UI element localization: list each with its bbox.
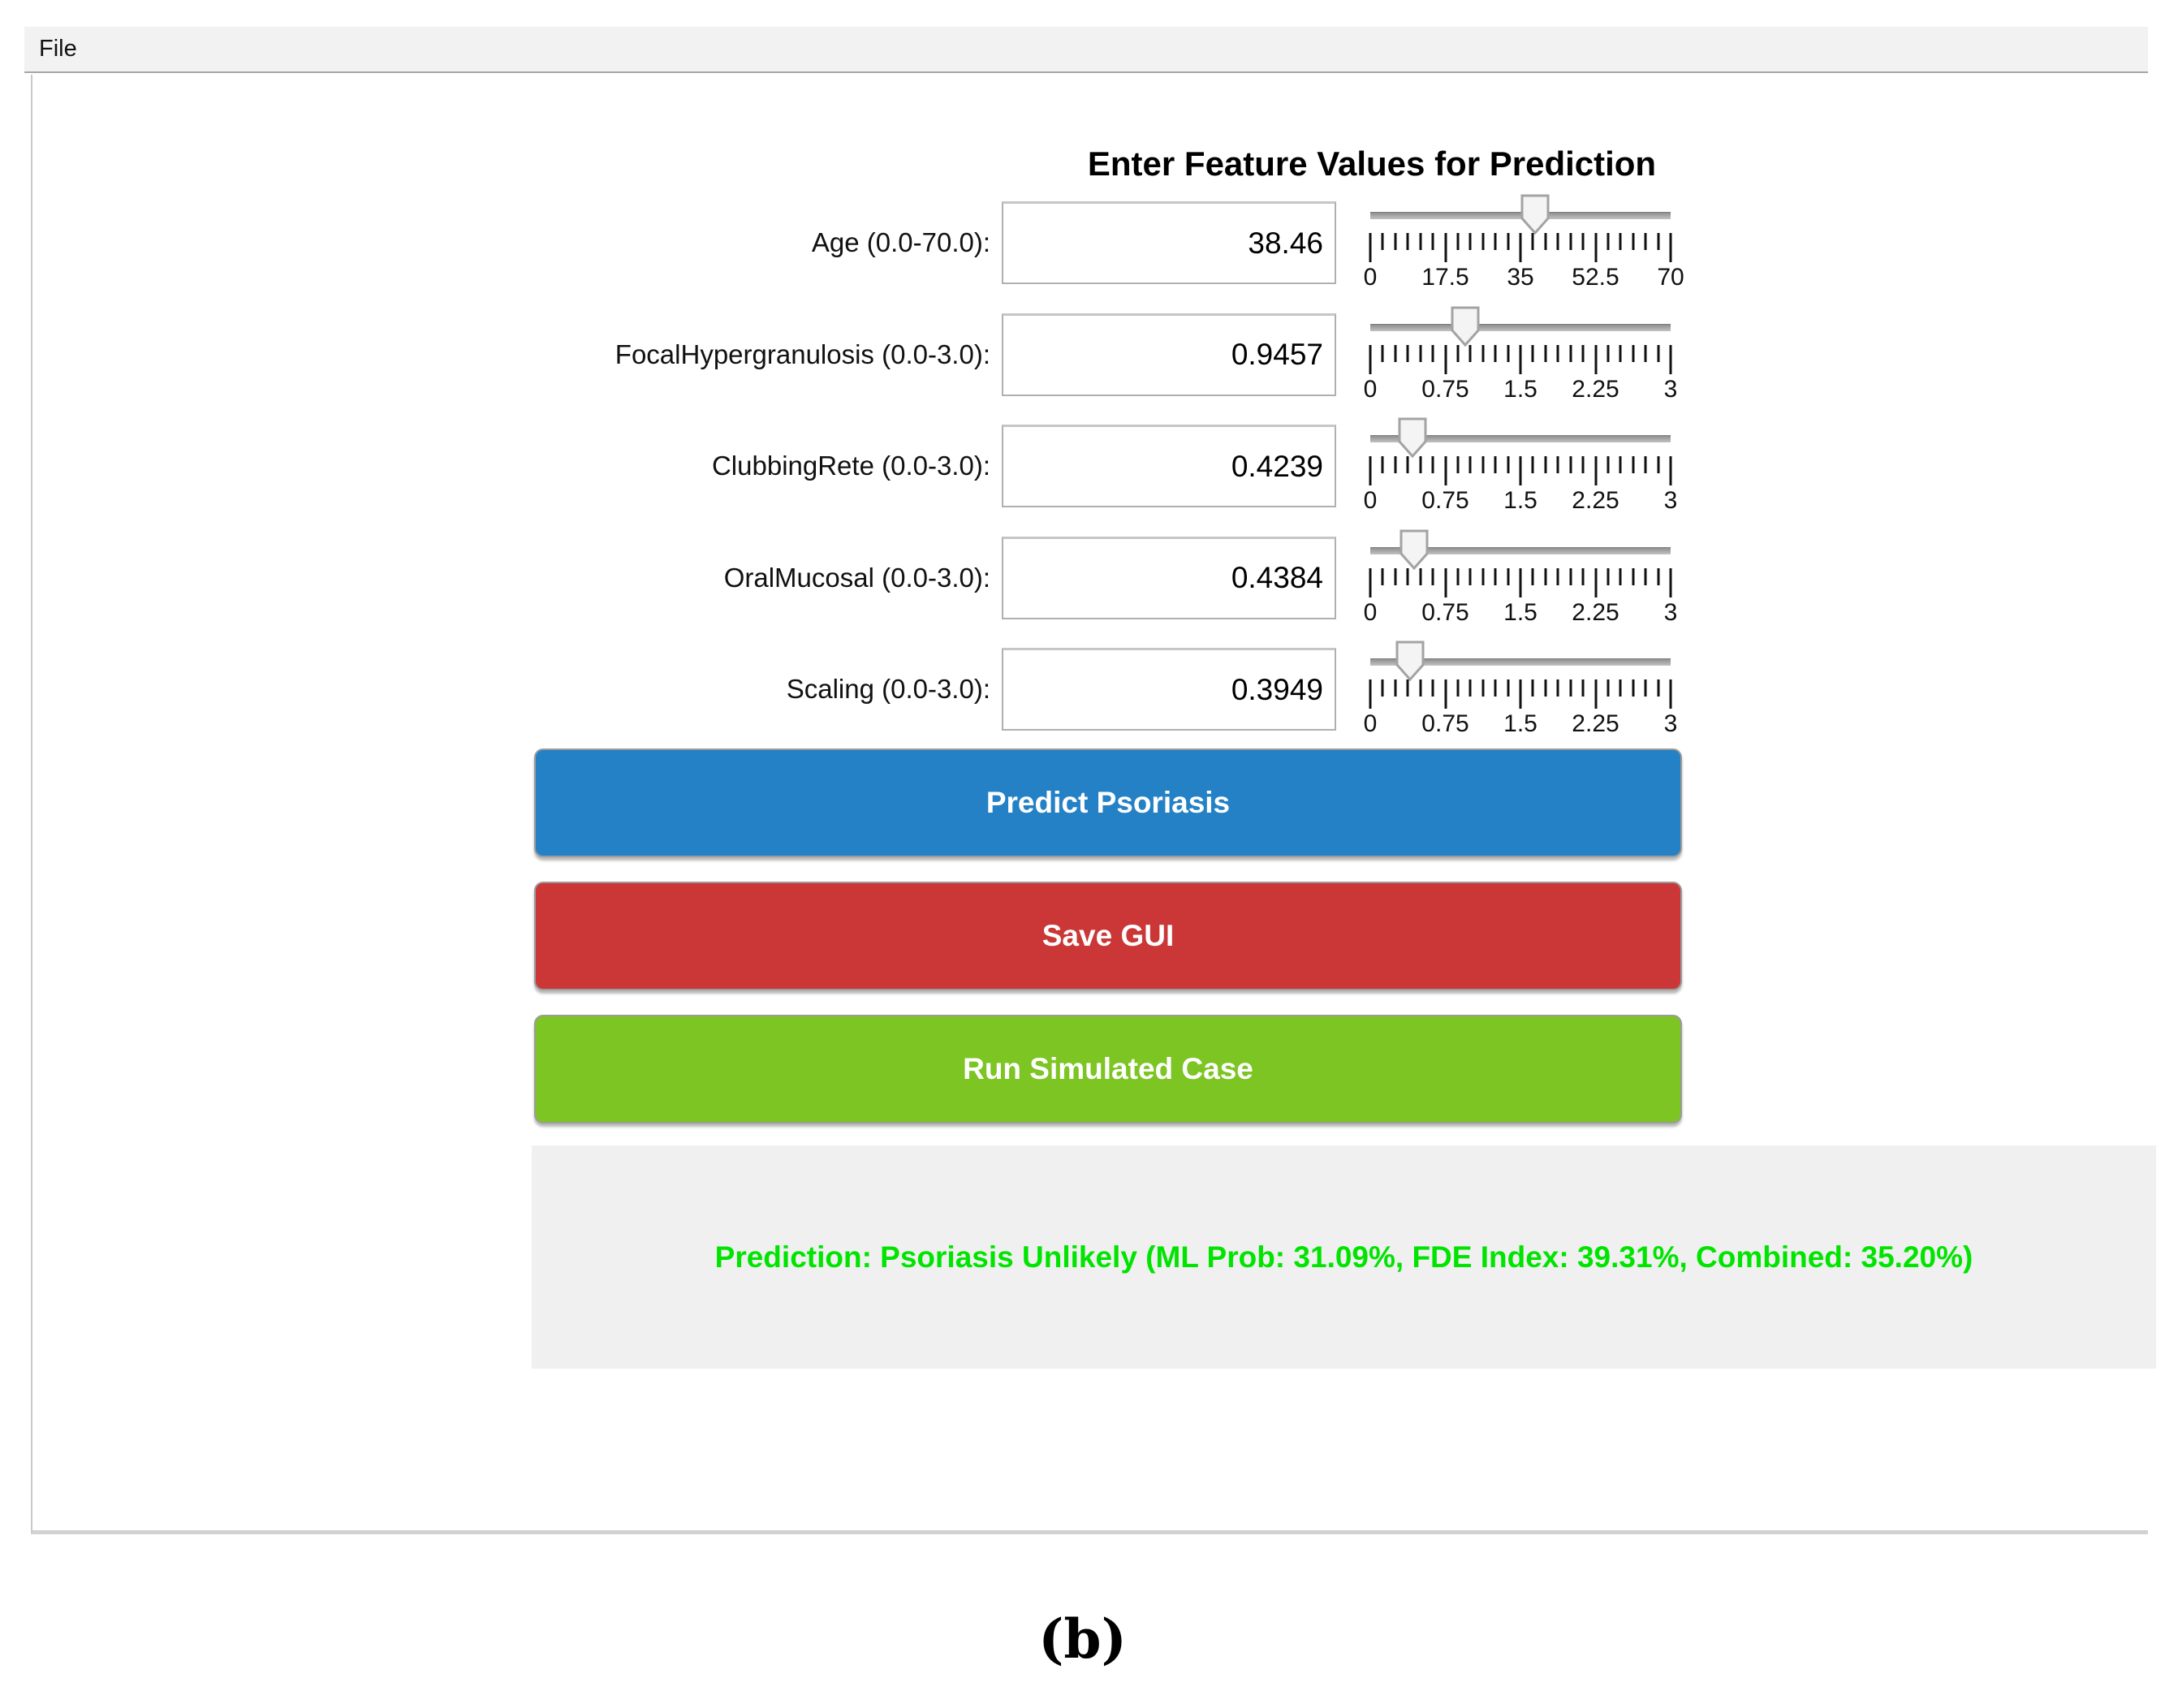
app-window (24, 27, 2148, 1534)
major-tick (1520, 233, 1522, 262)
minor-tick (1382, 233, 1384, 250)
minor-tick (1407, 568, 1409, 585)
save-gui-button[interactable]: Save GUI (534, 882, 1682, 990)
minor-tick (1532, 456, 1534, 473)
minor-tick (1456, 456, 1459, 473)
tick-label: 0.75 (1421, 487, 1469, 514)
feature-slider (1363, 201, 1684, 295)
minor-tick (1481, 568, 1484, 585)
run-simulated-case-button[interactable]: Run Simulated Case (534, 1015, 1682, 1124)
slider-track[interactable] (1370, 324, 1671, 331)
minor-tick (1469, 233, 1472, 250)
tick-label: 3 (1663, 375, 1678, 403)
tick-label: 2.25 (1572, 710, 1619, 737)
feature-row (32, 201, 2150, 295)
minor-tick (1544, 456, 1546, 473)
feature-row (32, 537, 2150, 630)
minor-tick (1507, 345, 1509, 362)
minor-tick (1569, 345, 1572, 362)
slider-thumb[interactable] (1520, 194, 1550, 235)
minor-tick (1645, 345, 1647, 362)
main-content (31, 75, 2148, 1534)
minor-tick (1619, 568, 1622, 585)
minor-tick (1419, 456, 1421, 473)
minor-tick (1507, 233, 1509, 250)
minor-tick (1382, 456, 1384, 473)
major-tick (1369, 456, 1372, 485)
major-tick (1369, 345, 1372, 374)
minor-tick (1419, 345, 1421, 362)
major-tick (1670, 233, 1672, 262)
feature-row (32, 425, 2150, 518)
tick-label: 3 (1663, 710, 1678, 737)
major-tick (1594, 456, 1597, 485)
feature-value-input[interactable]: 0.3949 (1002, 648, 1336, 731)
minor-tick (1394, 456, 1396, 473)
major-tick (1594, 679, 1597, 709)
tick-label: 2.25 (1572, 487, 1619, 514)
minor-tick (1456, 345, 1459, 362)
major-tick (1520, 679, 1522, 709)
major-tick (1369, 233, 1372, 262)
minor-tick (1494, 233, 1497, 250)
minor-tick (1456, 233, 1459, 250)
tick-label: 0 (1363, 264, 1378, 291)
minor-tick (1619, 345, 1622, 362)
slider-tick-labels (1363, 598, 1678, 628)
minor-tick (1432, 679, 1434, 697)
minor-tick (1432, 233, 1434, 250)
major-tick (1369, 679, 1372, 709)
feature-slider (1363, 313, 1678, 407)
major-tick (1670, 345, 1672, 374)
minor-tick (1582, 233, 1585, 250)
minor-tick (1569, 568, 1572, 585)
feature-label: Age (0.0-70.0): (811, 227, 990, 257)
minor-tick (1469, 679, 1472, 697)
minor-tick (1632, 568, 1634, 585)
minor-tick (1532, 233, 1534, 250)
minor-tick (1407, 345, 1409, 362)
tick-label: 1.5 (1503, 487, 1537, 514)
slider-thumb[interactable] (1395, 640, 1425, 681)
minor-tick (1494, 679, 1497, 697)
major-tick (1444, 679, 1447, 709)
minor-tick (1432, 456, 1434, 473)
tick-label: 0 (1363, 710, 1378, 737)
slider-ruler (1370, 345, 1671, 376)
minor-tick (1657, 568, 1659, 585)
minor-tick (1606, 345, 1609, 362)
tick-label: 3 (1663, 487, 1678, 514)
tick-label: 2.25 (1572, 598, 1619, 626)
slider-ruler (1370, 568, 1671, 599)
feature-slider (1363, 648, 1678, 741)
major-tick (1369, 568, 1372, 597)
minor-tick (1557, 456, 1559, 473)
tick-label: 70 (1657, 264, 1684, 291)
minor-tick (1657, 233, 1659, 250)
minor-tick (1632, 345, 1634, 362)
slider-tick-labels (1363, 264, 1684, 293)
minor-tick (1557, 233, 1559, 250)
minor-tick (1507, 456, 1509, 473)
feature-value-input[interactable]: 0.4384 (1002, 537, 1336, 619)
major-tick (1670, 568, 1672, 597)
minor-tick (1456, 679, 1459, 697)
feature-label: FocalHypergranulosis (0.0-3.0): (615, 339, 990, 369)
minor-tick (1569, 233, 1572, 250)
minor-tick (1382, 568, 1384, 585)
slider-tick-labels (1363, 487, 1678, 516)
figure-caption: (b) (1038, 1607, 1127, 1671)
predict-psoriasis-button[interactable]: Predict Psoriasis (534, 748, 1682, 857)
minor-tick (1544, 345, 1546, 362)
minor-tick (1507, 679, 1509, 697)
feature-row (32, 313, 2150, 407)
menu-file[interactable]: File (39, 36, 77, 62)
minor-tick (1544, 568, 1546, 585)
minor-tick (1582, 679, 1585, 697)
minor-tick (1507, 568, 1509, 585)
minor-tick (1481, 679, 1484, 697)
minor-tick (1407, 456, 1409, 473)
tick-label: 35 (1507, 264, 1534, 291)
minor-tick (1619, 233, 1622, 250)
minor-tick (1582, 345, 1585, 362)
slider-ruler (1370, 679, 1671, 710)
minor-tick (1469, 345, 1472, 362)
minor-tick (1557, 345, 1559, 362)
minor-tick (1394, 233, 1396, 250)
minor-tick (1481, 233, 1484, 250)
major-tick (1520, 568, 1522, 597)
minor-tick (1645, 679, 1647, 697)
major-tick (1670, 679, 1672, 709)
minor-tick (1481, 345, 1484, 362)
result-panel (532, 1145, 2156, 1369)
minor-tick (1606, 233, 1609, 250)
minor-tick (1469, 456, 1472, 473)
major-tick (1520, 345, 1522, 374)
slider-thumb[interactable] (1399, 529, 1430, 570)
minor-tick (1419, 568, 1421, 585)
minor-tick (1619, 679, 1622, 697)
minor-tick (1394, 679, 1396, 697)
feature-value-input[interactable]: 0.9457 (1002, 313, 1336, 396)
slider-ruler (1370, 456, 1671, 487)
minor-tick (1407, 233, 1409, 250)
feature-value-input[interactable]: 38.46 (1002, 201, 1336, 284)
minor-tick (1494, 456, 1497, 473)
minor-tick (1657, 456, 1659, 473)
minor-tick (1632, 679, 1634, 697)
minor-tick (1532, 679, 1534, 697)
major-tick (1444, 233, 1447, 262)
minor-tick (1657, 345, 1659, 362)
minor-tick (1469, 568, 1472, 585)
feature-row (32, 648, 2150, 741)
minor-tick (1382, 679, 1384, 697)
slider-tick-labels (1363, 375, 1678, 405)
tick-label: 1.5 (1503, 598, 1537, 626)
tick-label: 0 (1363, 598, 1378, 626)
tick-label: 17.5 (1421, 264, 1469, 291)
minor-tick (1582, 456, 1585, 473)
minor-tick (1657, 679, 1659, 697)
feature-slider (1363, 537, 1678, 630)
minor-tick (1419, 233, 1421, 250)
minor-tick (1494, 345, 1497, 362)
feature-label: Scaling (0.0-3.0): (786, 674, 990, 704)
slider-thumb[interactable] (1397, 417, 1428, 458)
minor-tick (1407, 679, 1409, 697)
slider-thumb[interactable] (1450, 306, 1481, 347)
tick-label: 3 (1663, 598, 1678, 626)
page-title: Enter Feature Values for Prediction (1087, 144, 1657, 183)
minor-tick (1394, 345, 1396, 362)
minor-tick (1557, 679, 1559, 697)
tick-label: 0.75 (1421, 710, 1469, 737)
minor-tick (1481, 456, 1484, 473)
major-tick (1444, 345, 1447, 374)
major-tick (1444, 568, 1447, 597)
minor-tick (1606, 568, 1609, 585)
minor-tick (1606, 679, 1609, 697)
slider-tick-labels (1363, 710, 1678, 740)
minor-tick (1532, 345, 1534, 362)
minor-tick (1544, 233, 1546, 250)
minor-tick (1645, 456, 1647, 473)
minor-tick (1419, 679, 1421, 697)
tick-label: 0 (1363, 487, 1378, 514)
minor-tick (1569, 679, 1572, 697)
minor-tick (1582, 568, 1585, 585)
tick-label: 2.25 (1572, 375, 1619, 403)
tick-label: 0.75 (1421, 598, 1469, 626)
minor-tick (1569, 456, 1572, 473)
major-tick (1594, 568, 1597, 597)
minor-tick (1632, 233, 1634, 250)
major-tick (1670, 456, 1672, 485)
tick-label: 1.5 (1503, 710, 1537, 737)
minor-tick (1456, 568, 1459, 585)
minor-tick (1394, 568, 1396, 585)
major-tick (1594, 233, 1597, 262)
feature-value-input[interactable]: 0.4239 (1002, 425, 1336, 507)
minor-tick (1432, 568, 1434, 585)
menu-bar (24, 27, 2148, 73)
major-tick (1594, 345, 1597, 374)
feature-slider (1363, 425, 1678, 518)
slider-ruler (1370, 233, 1671, 264)
minor-tick (1544, 679, 1546, 697)
minor-tick (1645, 233, 1647, 250)
minor-tick (1619, 456, 1622, 473)
tick-label: 0 (1363, 375, 1378, 403)
minor-tick (1557, 568, 1559, 585)
major-tick (1520, 456, 1522, 485)
minor-tick (1382, 345, 1384, 362)
tick-label: 0.75 (1421, 375, 1469, 403)
tick-label: 52.5 (1572, 264, 1619, 291)
feature-label: ClubbingRete (0.0-3.0): (711, 451, 990, 481)
feature-label: OralMucosal (0.0-3.0): (723, 562, 990, 593)
tick-label: 1.5 (1503, 375, 1537, 403)
minor-tick (1432, 345, 1434, 362)
minor-tick (1532, 568, 1534, 585)
minor-tick (1645, 568, 1647, 585)
minor-tick (1606, 456, 1609, 473)
major-tick (1444, 456, 1447, 485)
minor-tick (1632, 456, 1634, 473)
minor-tick (1494, 568, 1497, 585)
prediction-result-text: Prediction: Psoriasis Unlikely (ML Prob: 31.09%, FDE Index: 39.31%, Combined: 35.20%) (714, 1240, 1973, 1274)
